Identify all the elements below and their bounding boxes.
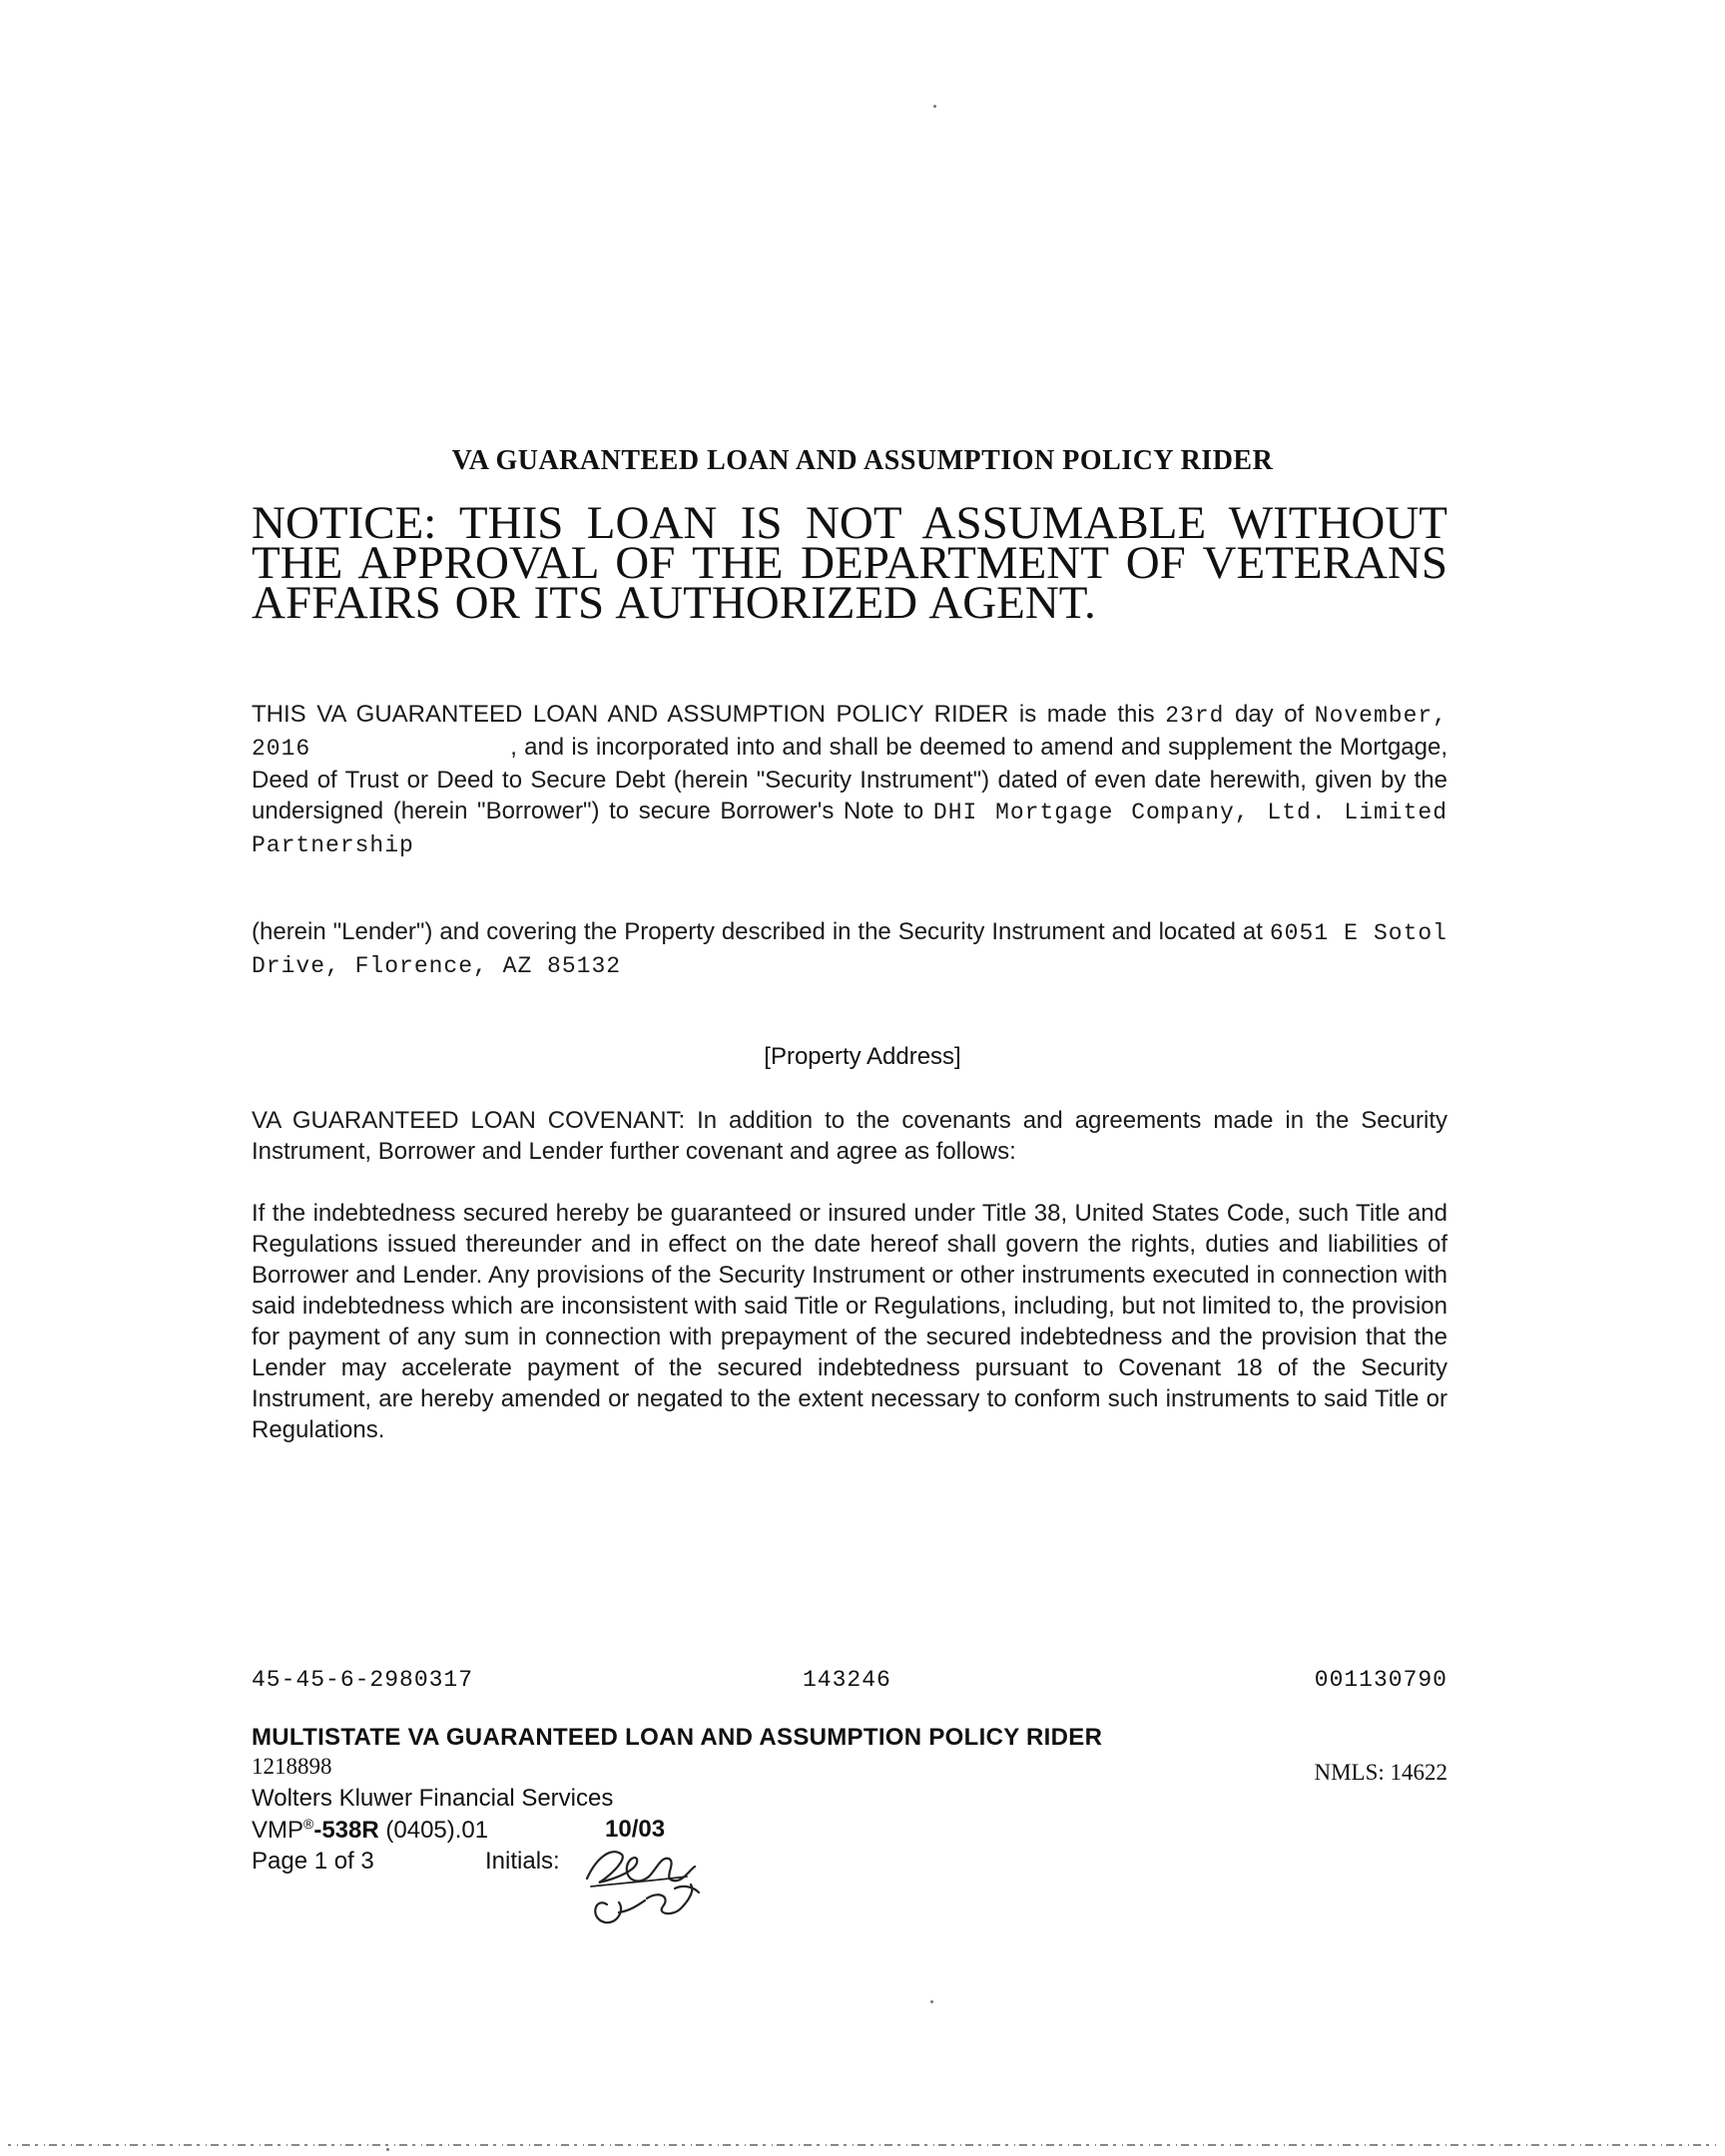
form-number: 1218898 bbox=[252, 1754, 332, 1779]
intro-text-2: day of bbox=[1224, 701, 1315, 728]
form-date: 10/03 bbox=[605, 1816, 666, 1843]
loan-id-right: 001130790 bbox=[1314, 1667, 1447, 1693]
scan-artifact-line bbox=[0, 2144, 1725, 2146]
rider-month-year: November, 2016 bbox=[252, 703, 1447, 762]
vmp-form-code: VMP®-538R (0405).01 bbox=[252, 1816, 489, 1844]
property-address: 6051 E Sotol Drive, Florence, AZ 85132 bbox=[252, 920, 1447, 979]
scan-speck bbox=[930, 2000, 933, 2003]
page-number: Page 1 of 3 bbox=[252, 1848, 374, 1875]
intro-paragraph bbox=[252, 699, 1447, 861]
nmls-number: NMLS: 14622 bbox=[1314, 1760, 1447, 1785]
assumption-notice: NOTICE: THIS LOAN IS NOT ASSUMABLE WITHOUT THE APPROVAL OF THE DEPARTMENT OF VETERANS AFFAIRS OR ITS AUTHORIZED AGENT. bbox=[252, 497, 1447, 629]
initials-label: Initials: bbox=[485, 1848, 560, 1875]
lender-name: DHI Mortgage Company, Ltd. Limited Partnership bbox=[252, 800, 1448, 858]
vmp-suffix: (0405).01 bbox=[378, 1817, 489, 1844]
covenant-body: If the indebtedness secured hereby be guaranteed or insured under Title 38, United States Code, such Title and Regulations issued thereunder and in effect on the date hereof shall govern the rights, duties and liabilities of Borrower and Lender. Any provisions of the Security Instrument or other instruments executed in connection with said indebtedness which are inconsistent with said Title or Regulations, including, but not limited to, the provision for payment of any sum in connection with prepayment of the secured indebtedness and the provision that the Lender may accelerate payment of the secured indebtedness pursuant to Covenant 18 of the Security Instrument, are hereby amended or negated to the extent necessary to conform such instruments to said Title or Regulations. bbox=[252, 1200, 1447, 1443]
lender-paragraph bbox=[252, 916, 1447, 982]
vmp-code: -538R bbox=[313, 1817, 379, 1844]
loan-id-middle: 143246 bbox=[803, 1667, 891, 1693]
lender-text: (herein "Lender") and covering the Property described in the Security Instrument and located at bbox=[252, 918, 1270, 945]
intro-text-3: , and is incorporated into and shall be deemed to amend and supplement the Mortgage, Deed of Trust or Deed to Secure Debt (herein "Security Instrument") dated of even date herewith, given by the undersigned (herein "Borrower") to secure Borrower's Note to bbox=[252, 734, 1447, 824]
property-address-label: [Property Address] bbox=[764, 1043, 961, 1070]
loan-id-left: 45-45-6-2980317 bbox=[252, 1667, 474, 1693]
scan-speck bbox=[933, 105, 936, 108]
form-title: MULTISTATE VA GUARANTEED LOAN AND ASSUMPTION POLICY RIDER bbox=[252, 1724, 1103, 1751]
handwritten-initials bbox=[577, 1827, 717, 1936]
scan-speck bbox=[386, 2148, 389, 2151]
document-title: VA GUARANTEED LOAN AND ASSUMPTION POLICY RIDER bbox=[451, 445, 1274, 476]
rider-day: 23rd bbox=[1165, 703, 1225, 729]
intro-text-1: THIS VA GUARANTEED LOAN AND ASSUMPTION POLICY RIDER is made this bbox=[252, 701, 1166, 728]
vmp-prefix: VMP bbox=[252, 1817, 304, 1844]
publisher: Wolters Kluwer Financial Services bbox=[252, 1785, 614, 1812]
covenant-intro: VA GUARANTEED LOAN COVENANT: In addition to the covenants and agreements made in the Security Instrument, Borrower and Lender further covenant and agree as follows: bbox=[252, 1107, 1447, 1165]
